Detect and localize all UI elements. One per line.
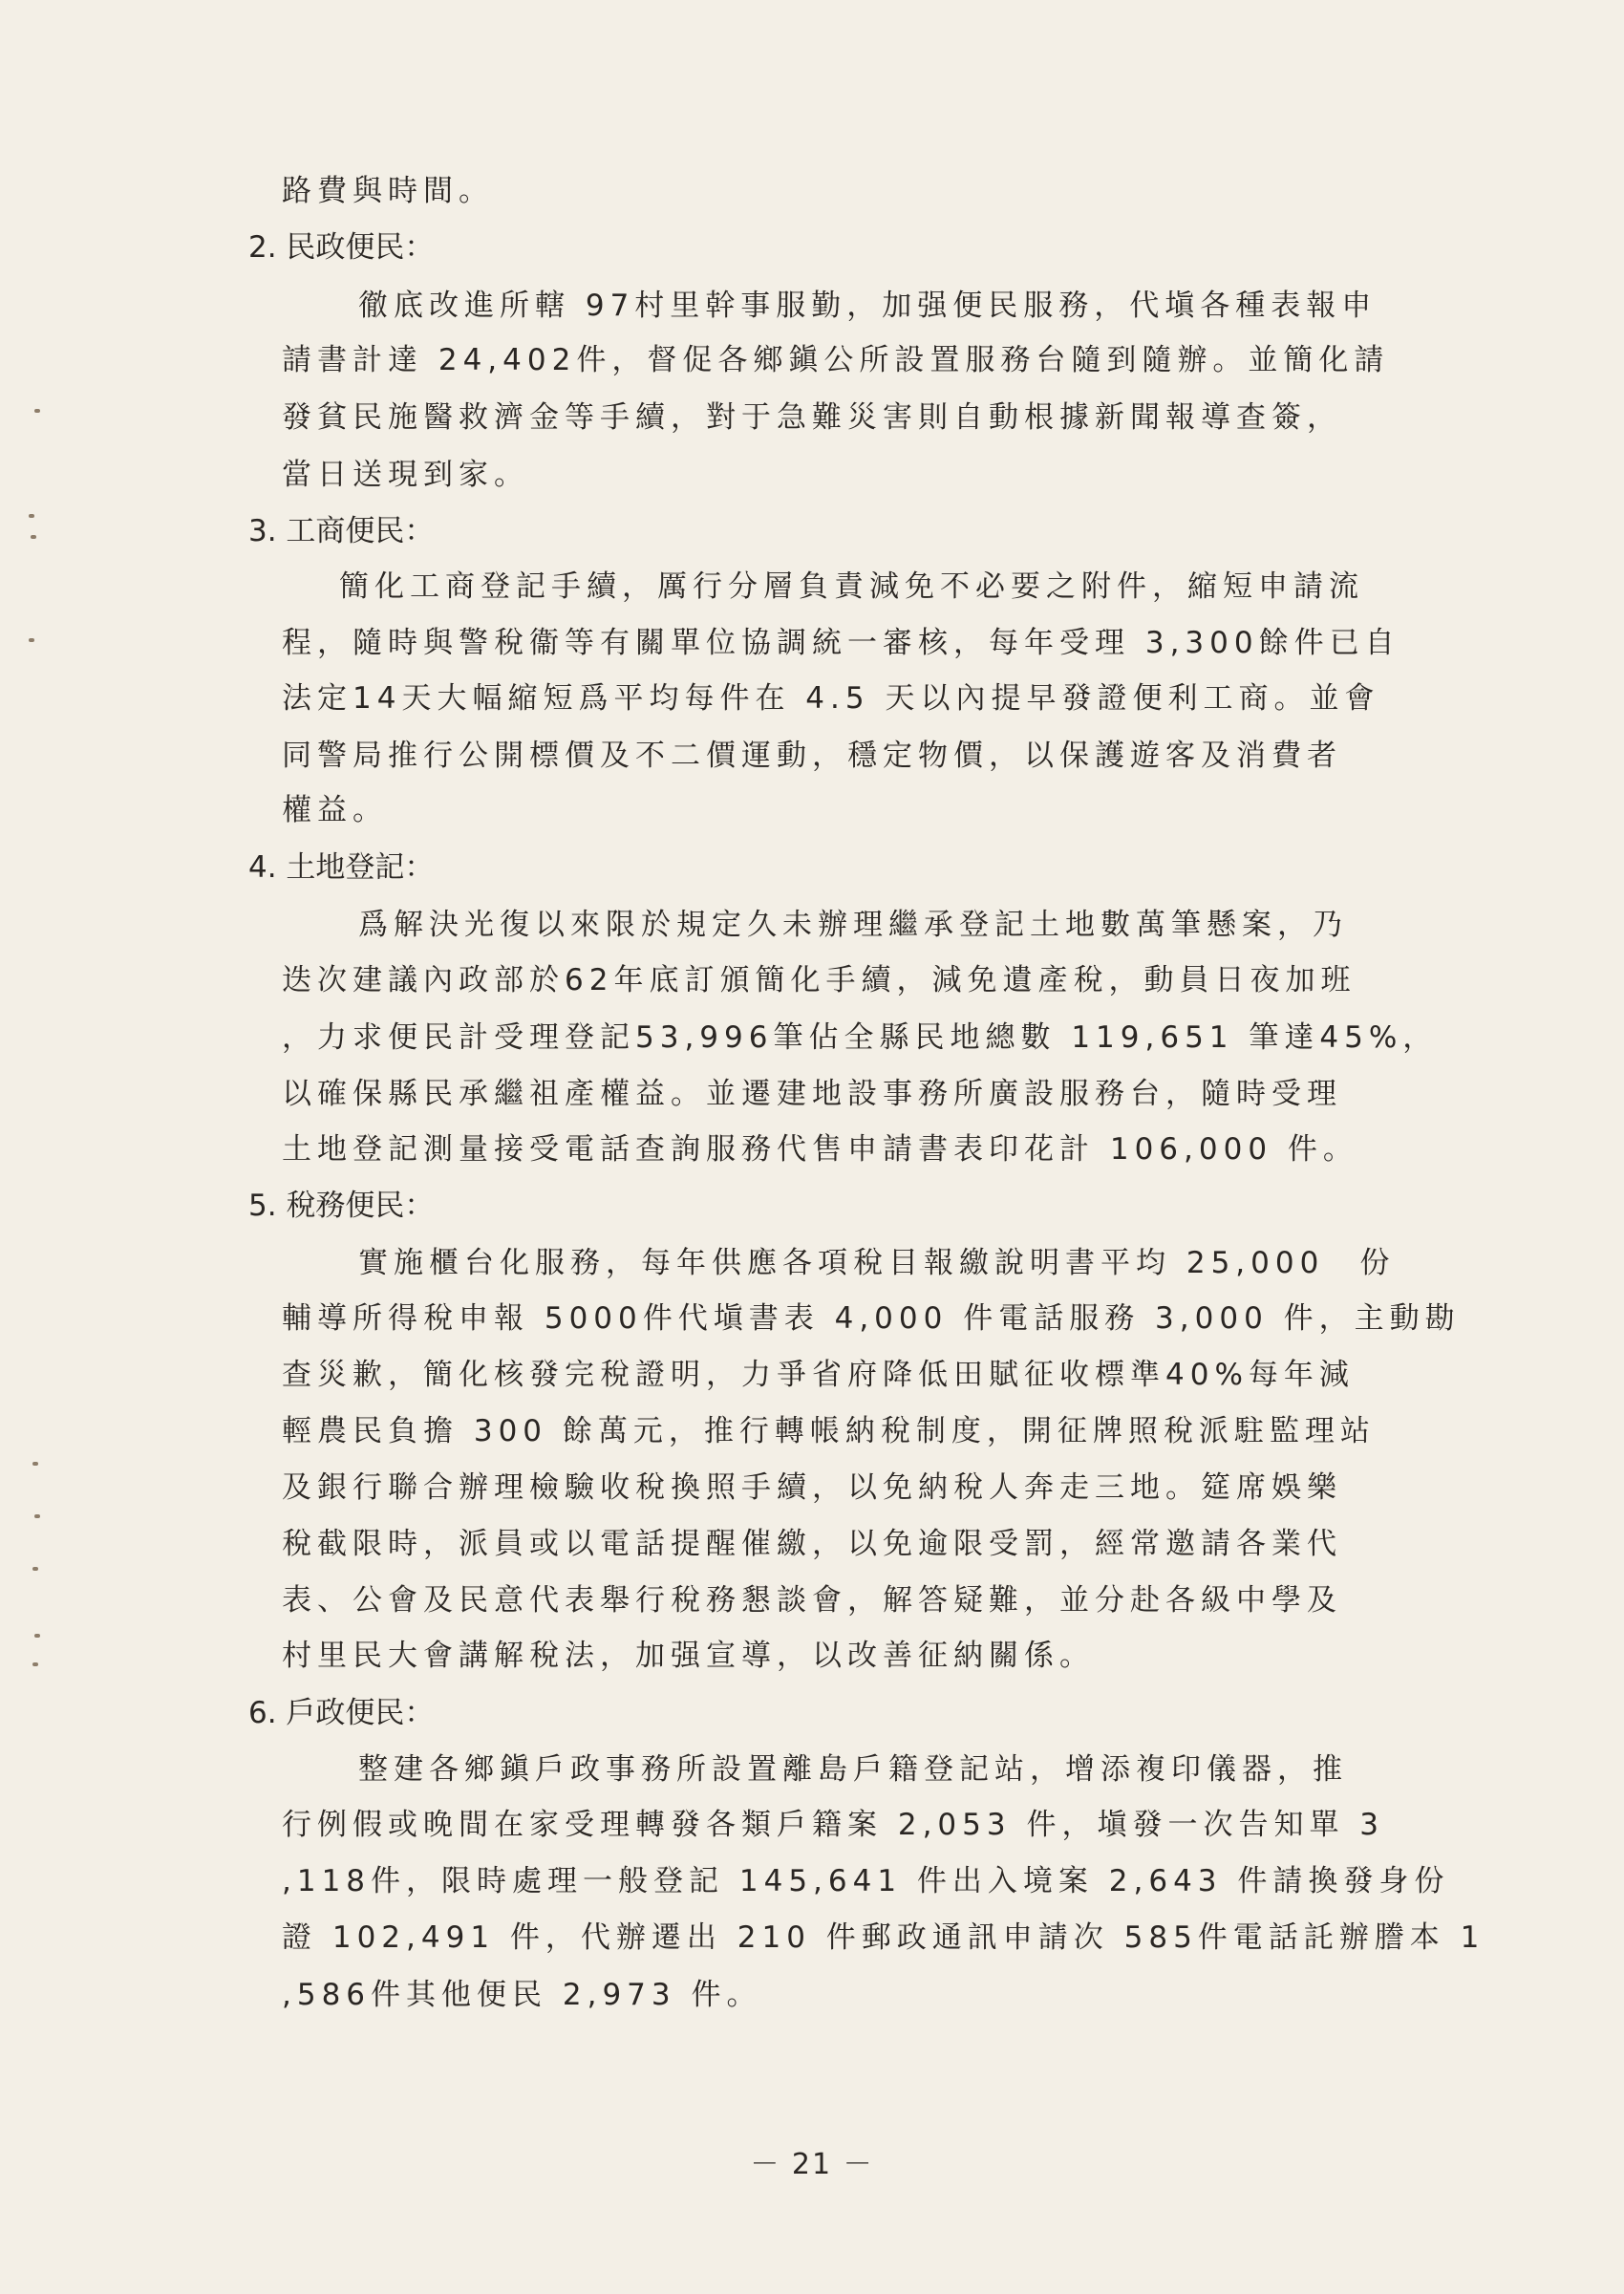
text-line: 查災歉，簡化核發完稅證明，力爭省府降低田賦征收標準40%每年減 (282, 1358, 1355, 1392)
section-heading-land-registration: 4. 土地登記： (248, 850, 435, 885)
text-line: 簡化工商登記手續，厲行分層負責減免不必要之附件，縮短申請流 (339, 569, 1364, 604)
text-line: ,118件，限時處理一般登記 145,641 件出入境案 2,643 件請換發身份 (282, 1864, 1450, 1898)
scan-speck (31, 535, 36, 539)
text-line: 表、公會及民意代表舉行稅務懇談會，解答疑難，並分赴各級中學及 (282, 1583, 1342, 1618)
text-line: ,586件其他便民 2,973 件。 (282, 1978, 762, 2012)
text-line: 爲解決光復以來限於規定久未辦理繼承登記土地數萬筆懸案，乃 (358, 908, 1348, 942)
text-line: 徹底改進所轄 97村里幹事服勤，加强便民服務，代塡各種表報申 (358, 289, 1378, 323)
section-heading-household: 6. 戶政便民： (248, 1696, 435, 1730)
text-line: 路費與時間。 (282, 174, 494, 208)
text-line: 行例假或晚間在家受理轉發各類戶籍案 2,053 件，塡發一次告知單 3 (282, 1808, 1385, 1842)
text-line: 同警局推行公開標價及不二價運動，穩定物價，以保護遊客及消費者 (282, 739, 1342, 773)
section-heading-commerce: 3. 工商便民： (248, 514, 435, 548)
scan-speck (32, 1662, 38, 1666)
text-line: 及銀行聯合辦理檢驗收稅換照手續，以免納稅人奔走三地。筵席娛樂 (282, 1470, 1342, 1505)
text-line: 迭次建議內政部於62年底訂頒簡化手續，減免遺產稅，動員日夜加班 (282, 963, 1357, 997)
text-line: 輕農民負擔 300 餘萬元，推行轉帳納稅制度，開征牌照稅派駐監理站 (282, 1414, 1376, 1448)
text-line: 發貧民施醫救濟金等手續，對于急難災害則自動根據新聞報導查簽， (282, 400, 1342, 435)
page-number: － 21 － (750, 2148, 874, 2181)
scan-speck (34, 1514, 40, 1518)
text-line: 當日送現到家。 (282, 458, 529, 492)
text-line: 請書計達 24,402件，督促各鄉鎭公所設置服務台隨到隨辦。並簡化請 (282, 343, 1390, 377)
text-line: 法定14天大幅縮短爲平均每件在 4.5 天以內提早發證便利工商。並會 (282, 681, 1380, 716)
text-line: 土地登記測量接受電話查詢服務代售申請書表印花計 106,000 件。 (282, 1132, 1358, 1167)
text-line: 輔導所得稅申報 5000件代塡書表 4,000 件電話服務 3,000 件，主動勘 (282, 1301, 1461, 1336)
scan-speck (32, 1462, 38, 1466)
text-line: 實施櫃台化服務，每年供應各項稅目報繳說明書平均 25,000 份 (358, 1246, 1396, 1280)
section-heading-tax: 5. 稅務便民： (248, 1189, 435, 1223)
scan-speck (34, 409, 40, 413)
section-heading-civil-affairs: 2. 民政便民： (248, 230, 435, 265)
text-line: 證 102,491 件，代辦遷出 210 件郵政通訊申請次 585件電話託辦謄本 1 (282, 1920, 1485, 1955)
text-line: ，力求便民計受理登記53,996筆佔全縣民地總數 119,651 筆達45%， (282, 1020, 1439, 1055)
scan-speck (34, 1634, 40, 1638)
scan-speck (29, 514, 34, 518)
text-line: 整建各鄉鎭戶政事務所設置離島戶籍登記站，增添複印儀器，推 (358, 1752, 1348, 1787)
text-line: 程，隨時與警稅衞等有關單位協調統一審核，每年受理 3,300餘件已自 (282, 626, 1400, 660)
text-line: 權益。 (282, 793, 388, 827)
text-line: 稅截限時，派員或以電話提醒催繳，以免逾限受罰，經常邀請各業代 (282, 1527, 1342, 1561)
text-line: 村里民大會講解稅法，加强宣導，以改善征納關係。 (282, 1639, 1095, 1673)
scan-speck (29, 638, 34, 642)
text-line: 以確保縣民承繼祖產權益。並遷建地設事務所廣設服務台，隨時受理 (282, 1077, 1342, 1111)
scan-speck (32, 1567, 38, 1571)
